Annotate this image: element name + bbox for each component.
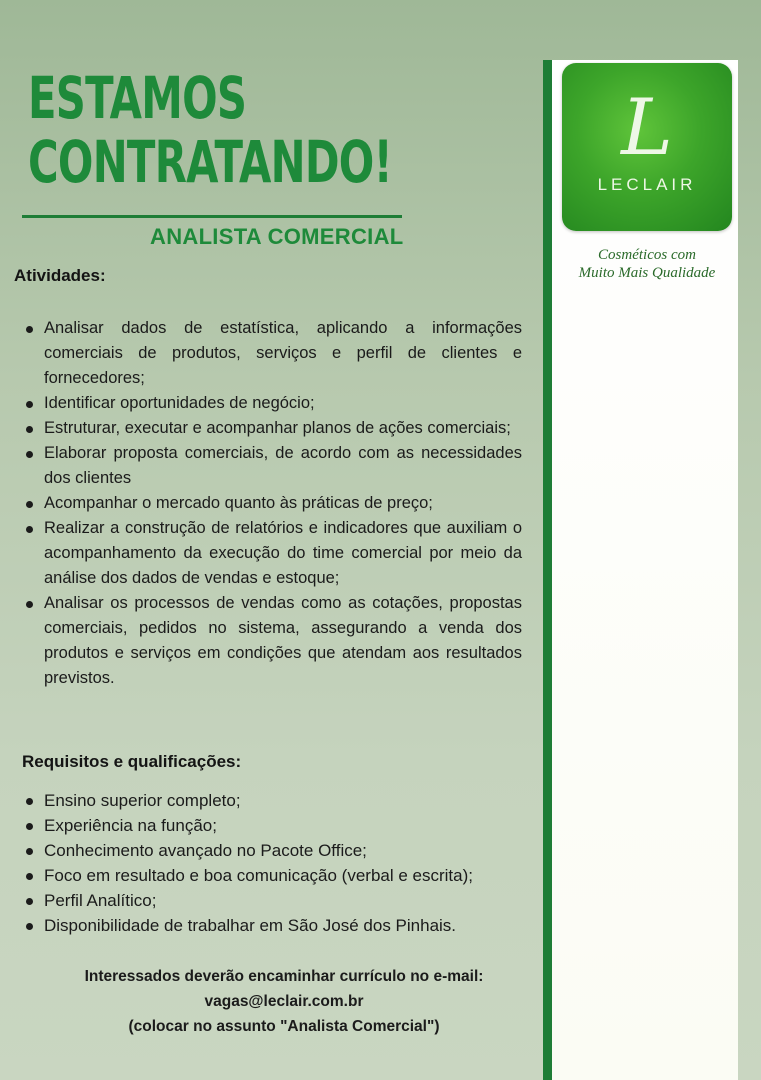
requirements-heading: Requisitos e qualificações: xyxy=(22,752,242,771)
activity-item: Elaborar proposta comerciais, de acordo com as necessidades dos clientes xyxy=(22,441,522,491)
requirement-item: Experiência na função; xyxy=(22,813,562,838)
contact-instruction: Interessados deverão encaminhar currículo no e-mail: xyxy=(84,968,484,985)
tagline-line-2: Muito Mais Qualidade xyxy=(578,265,716,281)
leclair-script-l-icon: L xyxy=(621,83,673,173)
activities-list xyxy=(22,316,522,691)
activity-item: Analisar os processos de vendas como as cotações, propostas comerciais, pedidos no sistema, assegurando a venda dos produtos e serviços em condições que atendam aos resultados previstos. xyxy=(22,591,522,691)
headline xyxy=(28,66,392,194)
activity-item: Estruturar, executar e acompanhar planos de ações comerciais; xyxy=(22,416,522,441)
title-divider xyxy=(22,215,402,218)
logo-brand-name: LECLAIR xyxy=(597,175,697,194)
activity-item: Identificar oportunidades de negócio; xyxy=(22,391,522,416)
requirements-list xyxy=(22,788,562,938)
headline-line-2: CONTRATANDO! xyxy=(28,128,392,196)
activities-heading: Atividades: xyxy=(14,266,106,285)
requirement-item: Perfil Analítico; xyxy=(22,888,562,913)
contact-subject-note: (colocar no assunto "Analista Comercial") xyxy=(128,1018,440,1035)
leclair-logo xyxy=(562,63,732,231)
requirement-item: Ensino superior completo; xyxy=(22,788,562,813)
contact-email: vagas@leclair.com.br xyxy=(204,993,364,1010)
activity-item: Analisar dados de estatística, aplicando a informações comerciais de produtos, serviços e perfil de clientes e fornecedores; xyxy=(22,316,522,391)
requirement-item: Disponibilidade de trabalhar em São José dos Pinhais. xyxy=(22,913,562,938)
headline-line-1: ESTAMOS xyxy=(28,64,247,132)
requirement-item: Conhecimento avançado no Pacote Office; xyxy=(22,838,562,863)
activity-item: Realizar a construção de relatórios e indicadores que auxiliam o acompanhamento da execução do time comercial por meio da análise dos dados de vendas e estoque; xyxy=(22,516,522,591)
requirement-item: Foco em resultado e boa comunicação (verbal e escrita); xyxy=(22,863,562,888)
tagline-line-1: Cosméticos com xyxy=(598,247,696,263)
job-title: ANALISTA COMERCIAL xyxy=(150,224,404,249)
activity-item: Acompanhar o mercado quanto às práticas de preço; xyxy=(22,491,522,516)
sidebar-accent-bar xyxy=(543,60,552,1080)
